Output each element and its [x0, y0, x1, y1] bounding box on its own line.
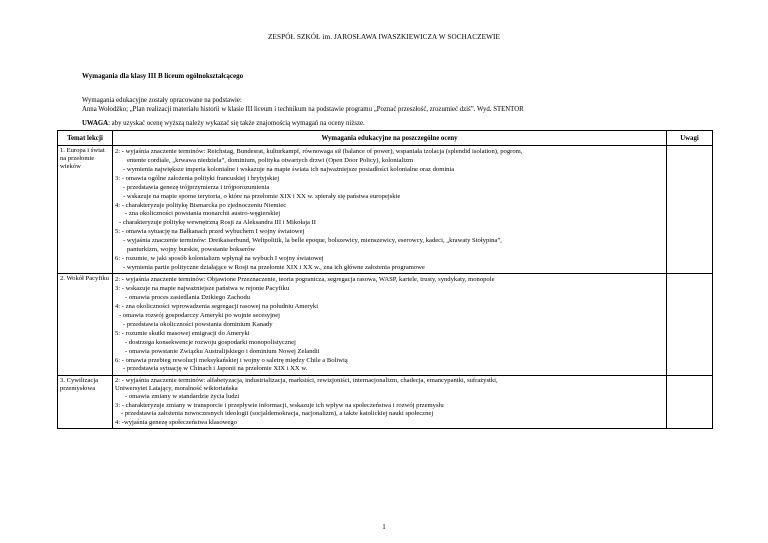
column-header-topic: Temat lekcji [58, 131, 113, 146]
table-header-row [58, 131, 713, 146]
requirement-line: - omawia powstanie Związku Australijskiego i dominium Nowej Zelandii [125, 348, 320, 356]
requirement-line: 6: - rozumie, w jaki sposób kolonializm wpłynął na wybuch I wojny światowej [115, 254, 324, 262]
requirement-line: 4: -wyjaśnia genezę społeczeństwa klasowego [115, 418, 237, 426]
requirements-cell [113, 375, 667, 428]
requirements-cell [113, 273, 667, 375]
requirement-line: - wymienia partie polityczne działające w Rosji na przełomie XIX i XX w., zna ich główne założenia programowe [123, 263, 425, 271]
column-header-notes: Uwagi [667, 131, 713, 146]
notes-cell [667, 375, 713, 428]
requirement-line: panturkizm, wojny burskie, powstanie bokserów [127, 245, 256, 253]
requirement-line: 2: - wyjaśnia znaczenie terminów: Objawione Przeznaczenie, teoria pogranicza, segregacja rasowa, WASP, kartele, trusty, syndykaty, monopole [115, 275, 495, 283]
requirements-cell [113, 146, 667, 274]
requirement-line: - przedstawia założenia nowoczesnych ideologii (socjaldemokracja, nacjonalizm), a także katolickiej nauki społecznej [121, 410, 434, 418]
intro-text [82, 97, 524, 114]
requirement-line: 4: - zna okoliczności wprowadzenia segregacji rasowej na południu Ameryki [115, 303, 319, 311]
requirement-line: 2: - wyjaśnia znaczenie terminów: alfabetyzacja, industrializacja, marksiści, rewizjoniści, internacjonalizm, chadecja, emancypantki, sufrażystki, [115, 376, 498, 384]
document-title: Wymagania dla klasy III B liceum ogólnokształcącego [82, 72, 244, 80]
requirement-line: entente cordiale, „krwawa niedziela”, dominium, polityka otwartych drzwi (Open Door Policy), kolonializm [127, 157, 414, 165]
topic-cell: 3. Cywilizacja przemysłowa [58, 375, 113, 428]
requirement-line: - omawia zmiany w standardzie życia ludzi [125, 393, 240, 401]
requirement-line: 4: - charakteryzuje politykę Bismarcka po zjednoczeniu Niemiec [115, 202, 287, 210]
note-text: : aby uzyskać ocenę wyższą należy wykazać się także znajomością wymagań na oceny niższe. [108, 120, 365, 127]
topic-cell: 1. Europa i świat na przełomie wieków [58, 146, 113, 274]
requirement-line: 5: - rozumie skutki masowej emigracji do Ameryki [115, 330, 250, 338]
requirement-line: - zna okoliczności powstania monarchii austro-węgierskiej [125, 210, 281, 218]
requirement-line: 5: - omawia sytuację na Bałkanach przed wybuchem I wojny światowej [115, 227, 305, 235]
requirement-line: - charakteryzuje politykę wewnętrzną Rosji za Aleksandra III i Mikołaja II [119, 218, 317, 226]
school-header: ZESPÓŁ SZKÓŁ im. JAROSŁAWA IWASZKIEWICZA W SOCHACZEWIE [268, 33, 500, 41]
requirement-line: 2: - wyjaśnia znaczenie terminów: Reichstag, Bundesrat, kulturkampf, równowaga sił (balance of power), wspaniała izolacja (splendid isolation), pogrom, [115, 148, 523, 155]
page-number: 1 [382, 523, 386, 531]
table-row [58, 375, 713, 428]
notes-cell [667, 146, 713, 274]
requirement-line: - omawia proces zasiedlania Dzikiego Zachodu [125, 294, 251, 302]
intro-line: Wymagania edukacyjne zostały opracowane na podstawie: [82, 97, 242, 104]
topic-cell: 2. Wokół Pacyfiku [58, 273, 113, 375]
notes-cell [667, 273, 713, 375]
requirement-line: 6: - omawia przebieg rewolucji meksykańskiej i wojny o saletrę między Chile a Boliwią [115, 357, 348, 365]
requirements-table [57, 130, 713, 429]
requirement-line: 3: - omawia ogólne założenia polityki francuskiej i brytyjskiej [115, 175, 280, 183]
requirement-line: - wyjaśnia znaczenie terminów: Dreikaiserbund, Weltpolitik, la belle epoque, bolszewicy, mienszewicy, eserowcy, kadeci, „krawaty Stołypina”, [123, 236, 502, 244]
requirement-line: - omawia rozwój gospodarczy Ameryki po wojnie secesyjnej [119, 312, 280, 320]
intro-line: Anna Wołodźko; „Plan realizacji materiału historii w klasie III liceum i technikum na podstawie programu „Poznać przeszłość, zrozumieć dziś”. Wyd. STENTOR [82, 105, 524, 113]
requirement-line: - dostrzega konsekwencje rozwoju gospodarki monopolistycznej [125, 339, 296, 347]
note-label: UWAGA [82, 120, 109, 127]
requirement-line: Uniwersytet Latający, moralność wiktoriańska [115, 384, 238, 392]
requirement-line: 3: - charakteryzuje zmiany w transporcie i przepływie informacji, wskazuje ich wpływ na społeczeństwa i rozwój przemysłu [115, 402, 444, 410]
column-header-requirements: Wymagania edukacyjne na poszczególne oceny [113, 131, 667, 146]
table-row [58, 146, 713, 274]
note [82, 120, 365, 127]
requirement-line: - przedstawia sytuację w Chinach i Japonii na przełomie XIX i XX w. [123, 365, 308, 373]
requirement-line: - wymienia największe imperia kolonialne i wskazuje na mapie świata ich najważniejsze posiadłości kolonialne oraz dominia [123, 166, 455, 174]
requirement-line: - przedstawia okoliczności powstania dominium Kanady [123, 321, 273, 329]
requirement-line: 3: - wskazuje na mapie najważniejsze państwa w rejonie Pacyfiku [115, 285, 290, 293]
requirement-line: - wskazuje na mapie sporne terytoria, o które na przełomie XIX i XX w. spierały się państwa europejskie [123, 193, 401, 201]
requirement-line: - przedstawia genezę trójprzymierza i trójporozumienia [123, 184, 270, 192]
table-row [58, 273, 713, 375]
